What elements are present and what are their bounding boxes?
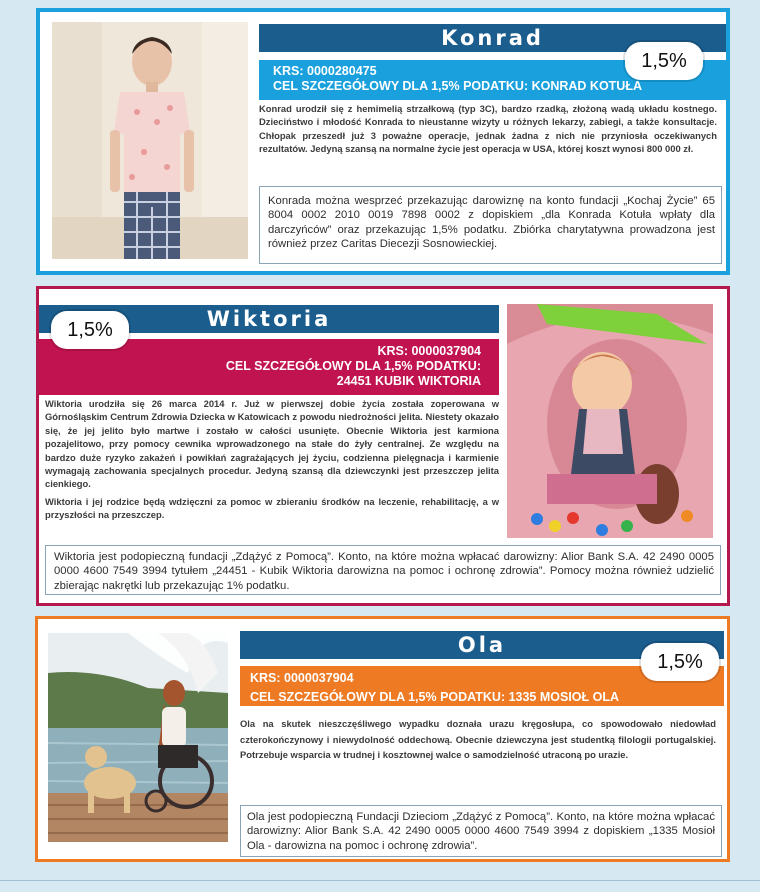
wiktoria-cel-line1: CEL SZCZEGÓŁOWY DLA 1,5% PODATKU: — [225, 359, 481, 373]
wiktoria-description — [45, 397, 499, 522]
wiktoria-panel — [36, 286, 730, 606]
wiktoria-donation-box — [45, 545, 721, 595]
ola-cel: CEL SZCZEGÓŁOWY DLA 1,5% PODATKU: 1335 MOSIOŁ OLA — [250, 690, 620, 704]
wiktoria-cel-line2: 24451 KUBIK WIKTORIA — [336, 374, 481, 388]
konrad-description-text: Konrad urodził się z hemimelią strzałkową (typ 3C), bardzo rzadką, złożoną wadą układu kostnego. Dzieciństwo i młodość Konrada to nieustanne wizyty u różnych lekarzy, zabiegi, a także konsultacje. Chłopak przeszedł już 3 poważne operacje, jednak żadna z nich nie przyniosła oczekiwanych rezultatów. Jedyną szansą na normalne życie jest operacja w USA, której koszt wynosi 800 000 zł. — [259, 103, 717, 155]
wiktoria-description-p1: Wiktoria urodziła się 26 marca 2014 r. Już w pierwszej dobie życia została zoperowana w Górnośląskim Centrum Zdrowia Dziecka w Katowicach z powodu niedrożności jelita. Niestety okazało się, że jej jelito było martwe i zostało w całości usunięte. Obecnie Wiktoria jest karmiona pozajelitowo, przy pomocy cewnika wprowadzonego na stałe do żyły centralnej. Ze względu na bardzo duże ryzyko zakażeń i powikłań zagrażających jej życiu, codzienna pielęgnacja i karmienie wymagają zachowania specjalnych procedur. Jedyną szansą dla dziewczynki jest przeszczep jelita cienkiego. — [45, 398, 499, 490]
konrad-cel: CEL SZCZEGÓŁOWY DLA 1,5% PODATKU: KONRAD KOTUŁA — [273, 79, 642, 93]
ola-krs: KRS: 0000037904 — [250, 671, 354, 685]
konrad-donation-box — [259, 186, 722, 264]
ola-panel — [35, 616, 730, 862]
konrad-description — [259, 102, 717, 156]
konrad-donation-text: Konrada można wesprzeć przekazując darowiznę na konto fundacji „Kochaj Życie” 65 8004 0002 2010 0019 7898 0002 z dopiskiem „dla Konrada Kotuła wpłaty dla darczyńców” oraz przekazując 1,5% podatku. Zbiórka charytatywna prowadzona jest również przez Caritas Diecezji Sosnowieckiej. — [268, 195, 715, 250]
wiktoria-photo — [507, 304, 713, 538]
footer-rule — [0, 880, 760, 881]
konrad-badge-label: 1,5% — [641, 50, 687, 72]
wiktoria-krs: KRS: 0000037904 — [377, 344, 481, 358]
konrad-krs: KRS: 0000280475 — [273, 64, 377, 78]
konrad-panel — [36, 8, 730, 275]
wiktoria-name: Wiktoria — [206, 307, 332, 331]
ola-badge — [641, 643, 719, 681]
wiktoria-description-p2: Wiktoria i jej rodzice będą wdzięczni za pomoc w zbieraniu środków na leczenie, rehabilitację, a w przyszłości na przeszczep. — [45, 495, 499, 521]
konrad-photo — [52, 22, 248, 259]
ola-name: Ola — [457, 633, 507, 657]
ola-description — [240, 716, 716, 763]
wiktoria-badge — [51, 311, 129, 349]
ola-donation-text: Ola jest podopieczną Fundacji Dzieciom „Zdążyć z Pomocą”. Konto, na które można wpłacać darowizny: Alior Bank S.A. 42 2490 0005 0000 4600 7549 3994 z dopiskiem „1335 Mosioł Ola - darowizna na pomoc i ochronę zdrowia”. — [247, 811, 715, 852]
wiktoria-donation-text: Wiktoria jest podopieczną fundacji „Zdążyć z Pomocą”. Konto, na które można wpłacać darowizny: Alior Bank S.A. 42 2490 0005 0000 4600 7549 3994 tytułem „24451 - Kubik Wiktoria darowizna na pomoc i ochronę zdrowia”. Pomocy można również udzielić zbierając nakrętki lub przekazując 1% podatku. — [54, 551, 714, 592]
ola-photo — [48, 633, 228, 842]
ola-donation-box — [240, 805, 722, 857]
ola-badge-label: 1,5% — [657, 651, 703, 673]
ola-description-text: Ola na skutek nieszczęśliwego wypadku doznała urazu kręgosłupa, co spowodowało niedowład czterokończynowy i niewydolność oddechową. Obecnie dziewczyna jest studentką filologii portugalskiej. Potrzebuje wsparcia w trudnej i kosztownej walce o samodzielność utraconą po urazie. — [240, 718, 716, 760]
wiktoria-badge-label: 1,5% — [67, 319, 113, 341]
konrad-badge — [625, 42, 703, 80]
konrad-name: Konrad — [441, 26, 544, 50]
